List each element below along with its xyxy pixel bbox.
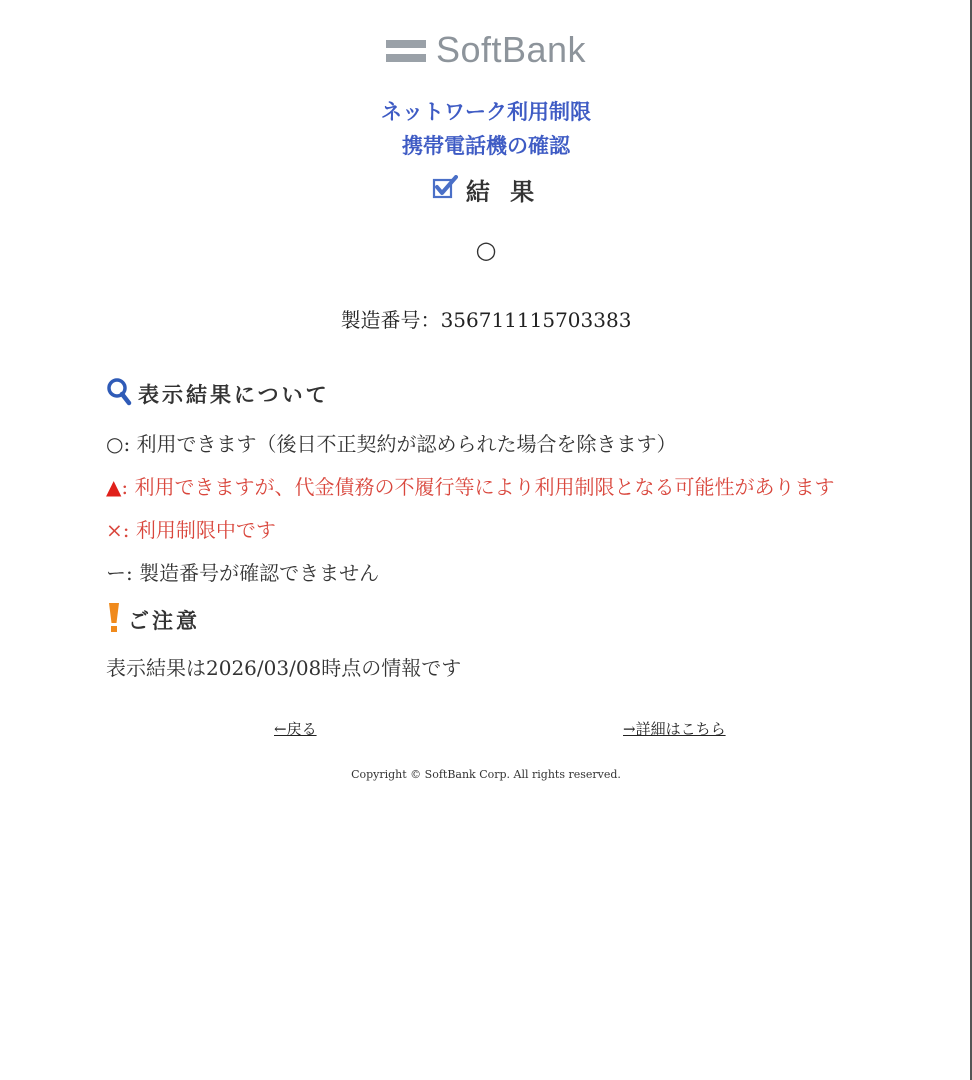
legend-heading-label: 表示結果について (138, 383, 330, 407)
legend-item-unknown (106, 557, 379, 586)
copyright-footer: Copyright © SoftBank Corp. All rights reserved. (351, 768, 621, 781)
page-title-line2: 携帯電話機の確認 (402, 133, 570, 158)
legend-symbol: ○ (106, 432, 124, 456)
exclamation-icon (106, 602, 122, 638)
notice-text: 表示結果は2026/03/08時点の情報です (106, 656, 462, 680)
legend-symbol: ー (106, 561, 126, 585)
result-status-mark: ○ (475, 236, 497, 264)
legend-item-available (106, 428, 677, 457)
checkbox-checked-icon (432, 175, 458, 205)
page-title-line1: ネットワーク利用制限 (381, 99, 591, 124)
legend-item-possible-restriction (106, 471, 835, 500)
logo-text: SoftBank (435, 29, 587, 70)
legend-text: : 製造番号が確認できません (126, 561, 380, 585)
serial-number-line (0, 304, 972, 333)
softbank-logo-mark-icon (386, 40, 426, 62)
legend-text: : 利用できますが、代金債務の不履行等により利用制限となる可能性があります (121, 475, 835, 499)
serial-number: 356711115703383 (440, 308, 632, 332)
legend-text: : 利用できます（後日不正契約が認められた場合を除きます） (123, 432, 677, 456)
softbank-logo (0, 28, 972, 72)
back-link[interactable]: ←戻る (274, 720, 317, 738)
notice-heading-label: ご注意 (128, 609, 200, 633)
magnifier-icon (106, 377, 132, 411)
legend-item-restricted (106, 514, 276, 543)
legend-symbol: × (106, 518, 123, 542)
details-link[interactable]: →詳細はこちら (623, 720, 726, 738)
legend-symbol: ▲ (106, 475, 122, 499)
notice-section-heading (106, 602, 200, 638)
result-heading (0, 172, 972, 207)
nav-links (0, 718, 972, 742)
legend-text: : 利用制限中です (122, 518, 276, 542)
result-heading-label: 結 果 (465, 178, 541, 206)
legend-section-heading (106, 377, 330, 411)
serial-label: 製造番号： (340, 308, 441, 332)
